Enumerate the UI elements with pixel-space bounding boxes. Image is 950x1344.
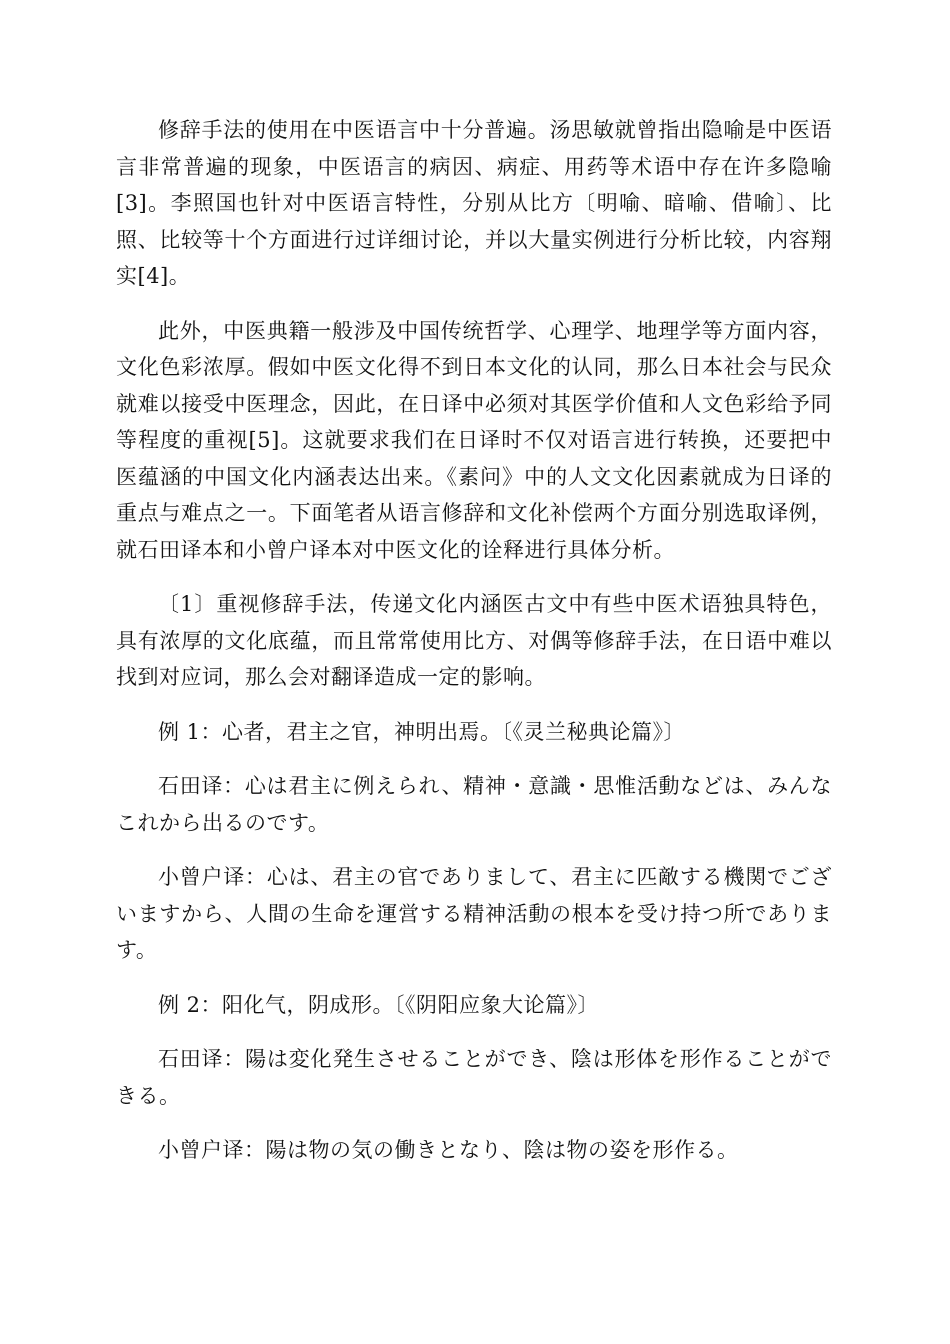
example-2-ishida-translation: 石田译：陽は変化発生させることができ、陰は形体を形作ることができる。	[116, 1047, 832, 1108]
example-1-kosoto-translation: 小曾户译：心は、君主の官でありまして、君主に匹敵する機関でございますから、人間の生命を運営する精神活動の根本を受け持つ所であります。	[116, 865, 832, 962]
example-2-source: 例 2：阳化气，阴成形。〔《阴阳应象大论篇》〕	[158, 992, 600, 1017]
example-2-kosoto-translation: 小曾户译：陽は物の気の働きとなり、陰は物の姿を形作る。	[158, 1138, 739, 1162]
document-page	[116, 112, 832, 1187]
paragraph-culture-context: 此外，中医典籍一般涉及中国传统哲学、心理学、地理学等方面内容，文化色彩浓厚。假如中医文化得不到日本文化的认同，那么日本社会与民众就难以接受中医理念，因此，在日译中必须对其医学价值和人文色彩给予同等程度的重视[5]。这就要求我们在日译时不仅对语言进行转换，还要把中医蕴涵的中国文化内涵表达出来。《素问》中的人文文化因素就成为日译的重点与难点之一。下面笔者从语言修辞和文化补偿两个方面分别选取译例，就石田译本和小曾户译本对中医文化的诠释进行具体分析。	[116, 318, 832, 562]
example-1-source: 例 1：心者，君主之官，神明出焉。〔《灵兰秘典论篇》〕	[158, 719, 686, 744]
paragraph-rhetoric-intro: 修辞手法的使用在中医语言中十分普遍。汤思敏就曾指出隐喻是中医语言非常普遍的现象，中医语言的病因、病症、用药等术语中存在许多隐喻[3]。李照国也针对中医语言特性，分别从比方〔明喻、暗喻、借喻〕、比照、比较等十个方面进行过详细讨论，并以大量实例进行分析比较，内容翔实[4]。	[116, 118, 832, 288]
example-1-ishida-translation: 石田译：心は君主に例えられ、精神・意識・思惟活動などは、みんなこれから出るのです。	[116, 774, 832, 835]
paragraph-section-heading: 〔1〕重视修辞手法，传递文化内涵医古文中有些中医术语独具特色，具有浓厚的文化底蕴，而且常常使用比方、对偶等修辞手法，在日语中难以找到对应词，那么会对翻译造成一定的影响。	[116, 592, 832, 689]
